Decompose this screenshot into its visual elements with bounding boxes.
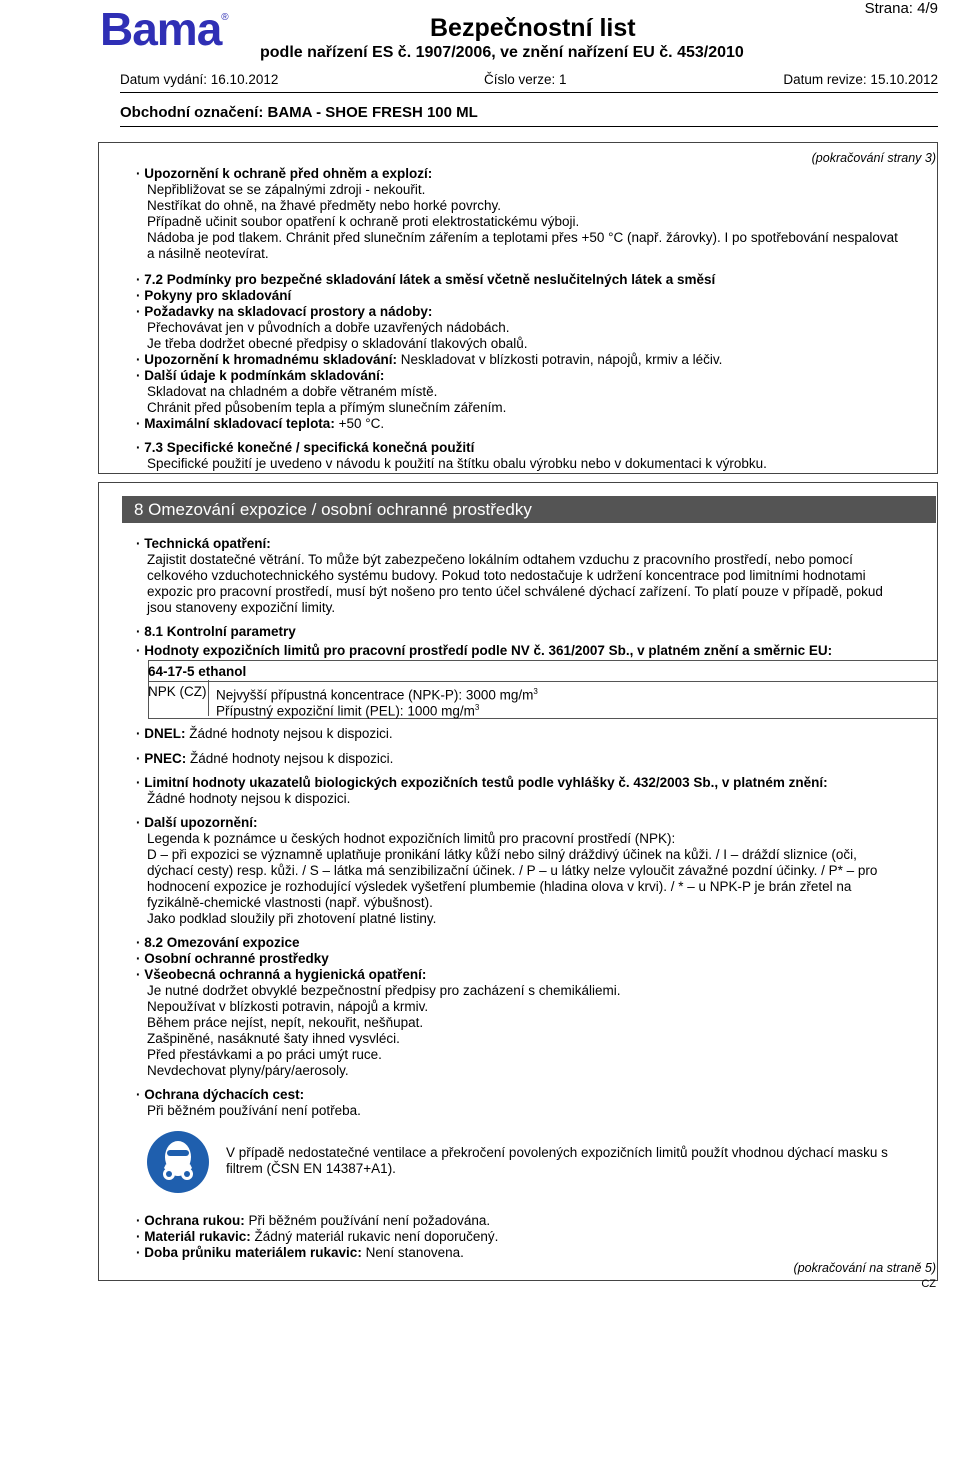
- header-divider: [120, 92, 938, 93]
- glove-penetration: · Doba průniku materiálem rukavic: Není stanovena.: [136, 1245, 464, 1260]
- notes-line: fyzikálně-chemické vlastnosti (např. výbušnost).: [147, 895, 433, 910]
- technical-line: Zajistit dostatečné větrání. To může být zabezpečeno lokálním odtahem vzduchu z pracovního prostředí, nebo pomocí: [147, 552, 853, 567]
- section8-title: 8 Omezování expozice / osobní ochranné prostředky: [122, 496, 936, 523]
- bio-limits-heading: · Limitní hodnoty ukazatelů biologických expozičních testů podle vyhlášky č. 432/2003 Sb., v platném znění:: [136, 775, 828, 790]
- hygiene-line: Je nutné dodržet obvyklé bezpečnostní předpisy pro zacházení s chemikáliemi.: [147, 983, 621, 998]
- notes-line: dýchací cesty) resp. kůži. / S – látka má senzibilizační účinek. / P – u látky nelze vyloučit závažné pozdní účinky. / P* – pro: [147, 863, 878, 878]
- document-title: Bezpečnostní list: [430, 14, 636, 42]
- section-7-3-text: Specifické použití je uvedeno v návodu k použití na štítku obalu výrobku nebo v dokumentaci k výrobku.: [147, 456, 767, 471]
- continued-to: (pokračování na straně 5): [793, 1261, 936, 1275]
- technical-heading: · Technická opatření:: [136, 536, 271, 551]
- limit-code: NPK (CZ): [148, 684, 207, 699]
- document-subtitle: podle nařízení ES č. 1907/2006, ve znění nařízení EU č. 453/2010: [260, 44, 744, 61]
- technical-line: celkového vzduchotechnického systému budovy. Pokud toto nedostačuje k udržení koncentrace pod limitními hodnotami: [147, 568, 866, 583]
- glove-material: · Materiál rukavic: Žádný materiál rukavic není doporučený.: [136, 1229, 499, 1244]
- respirator-mask-icon: [146, 1130, 210, 1194]
- hygiene-line: Během práce nejíst, nepít, nekouřit, nešňupat.: [147, 1015, 424, 1030]
- section-7-3-heading: · 7.3 Specifické konečné / specifická konečná použití: [136, 440, 475, 455]
- fire-line: a násilně neotevírat.: [147, 246, 269, 261]
- hygiene-line: Nevdechovat plyny/páry/aerosoly.: [147, 1063, 349, 1078]
- substance-name: 64-17-5 ethanol: [148, 664, 247, 679]
- bio-limits-text: Žádné hodnoty nejsou k dispozici.: [147, 791, 351, 806]
- section-8-1-heading: · 8.1 Kontrolní parametry: [136, 624, 296, 639]
- continued-from: (pokračování strany 3): [811, 151, 936, 165]
- respiratory-text: Při běžném používání není potřeba.: [147, 1103, 361, 1118]
- table-cell-divider: [208, 680, 209, 716]
- revision-date: Datum revize: 15.10.2012: [783, 72, 938, 87]
- requirements-heading: · Požadavky na skladovací prostory a nádoby:: [136, 304, 433, 319]
- hygiene-line: Před přestávkami a po práci umýt ruce.: [147, 1047, 382, 1062]
- notes-heading: · Další upozornění:: [136, 815, 258, 830]
- table-divider: [149, 681, 937, 682]
- section-8-2-heading: · 8.2 Omezování expozice: [136, 935, 300, 950]
- fire-heading: · Upozornění k ochraně před ohněm a explozí:: [136, 166, 433, 181]
- respiratory-heading: · Ochrana dýchacích cest:: [136, 1087, 305, 1102]
- technical-line: jsou stanoveny expoziční limity.: [147, 600, 336, 615]
- fire-line: Nestříkat do ohně, na žhavé předměty nebo horké povrchy.: [147, 198, 501, 213]
- notes-line: D – při expozici se významně uplatňuje pronikání látky kůží nebo silný dráždivý účinek na kůži. / I – dráždí sliznice (oči,: [147, 847, 857, 862]
- hygiene-heading: · Všeobecná ochranná a hygienická opatření:: [136, 967, 427, 982]
- hygiene-line: Zašpiněné, nasáknuté šaty ihned vysvléci.: [147, 1031, 400, 1046]
- notes-line: hodnocení expozice je rozhodující výsledek vyšetření plumbemie (hladina olova v krvi). / * – u NPK-P je brán zřetel na: [147, 879, 852, 894]
- dnel: · DNEL: Žádné hodnoty nejsou k dispozici.: [136, 726, 393, 741]
- limits-heading: · Hodnoty expozičních limitů pro pracovní prostředí podle NV č. 361/2007 Sb., v platném znění a směrnic EU:: [136, 643, 833, 658]
- notes-line: Legenda k poznámce u českých hodnot expozičních limitů pro pracovní prostředí (NPK):: [147, 831, 676, 846]
- respiratory-note-line: V případě nedostatečné ventilace a překročení povolených expozičních limitů použít vhodnou dýchací masku s: [226, 1145, 888, 1160]
- further-storage-heading: · Další údaje k podmínkám skladování:: [136, 368, 385, 383]
- trade-name: Obchodní označení: BAMA - SHOE FRESH 100 ML: [120, 104, 478, 121]
- fire-line: Případně učinit soubor opatření k ochraně proti elektrostatickému výboji.: [147, 214, 580, 229]
- technical-line: expozic pro pracovní prostředí, musí být nošeno pro tento účel schválené dýchací zařízení. To platí pouze v případě, pokud: [147, 584, 883, 599]
- joint-storage: · Upozornění k hromadnému skladování: Neskladovat v blízkosti potravin, nápojů, krmiv a léčiv.: [136, 352, 723, 367]
- fire-line: Nádoba je pod tlakem. Chránit před slunečním zářením a teplotami přes +50 °C (např. žárovky). I po spotřebování nespalovat: [147, 230, 898, 245]
- further-storage-line: Chránit před působením tepla a přímým slunečním zářením.: [147, 400, 507, 415]
- requirements-line: Je třeba dodržet obecné předpisy o skladování tlakových obalů.: [147, 336, 528, 351]
- country-code: CZ: [921, 1278, 936, 1290]
- section-7-2-heading: · 7.2 Podmínky pro bezpečné skladování látek a směsí včetně neslučitelných látek a směsí: [136, 272, 716, 287]
- respiratory-note-line: filtrem (ČSN EN 14387+A1).: [226, 1161, 396, 1176]
- hand-protection: · Ochrana rukou: Při běžném používání není požadována.: [136, 1213, 491, 1228]
- requirements-line: Přechovávat jen v původních a dobře uzavřených nádobách.: [147, 320, 510, 335]
- header-divider-2: [120, 126, 938, 127]
- version-number: Číslo verze: 1: [484, 72, 567, 87]
- pnec: · PNEC: Žádné hodnoty nejsou k dispozici.: [136, 751, 394, 766]
- notes-line: Jako podklad sloužily při zhotovení platné listiny.: [147, 911, 437, 926]
- storage-heading: · Pokyny pro skladování: [136, 288, 292, 303]
- issue-date: Datum vydání: 16.10.2012: [120, 72, 279, 87]
- ppe-heading: · Osobní ochranné prostředky: [136, 951, 329, 966]
- limit-pel: Přípustný expoziční limit (PEL): 1000 $mg/m^3$: [216, 703, 480, 719]
- max-storage-temp: · Maximální skladovací teplota: +50 °C.: [136, 416, 385, 431]
- hygiene-line: Nepoužívat v blízkosti potravin, nápojů a krmiv.: [147, 999, 429, 1014]
- page-number: Strana: 4/9: [864, 0, 938, 17]
- further-storage-line: Skladovat na chladném a dobře větraném místě.: [147, 384, 438, 399]
- fire-line: Nepřibližovat se se zápalnými zdroji - nekouřit.: [147, 182, 426, 197]
- limit-npk-p: Nejvyšší přípustná koncentrace (NPK-P): 3000 $mg/m^3$: [216, 687, 538, 703]
- company-logo: Bama®: [100, 3, 228, 55]
